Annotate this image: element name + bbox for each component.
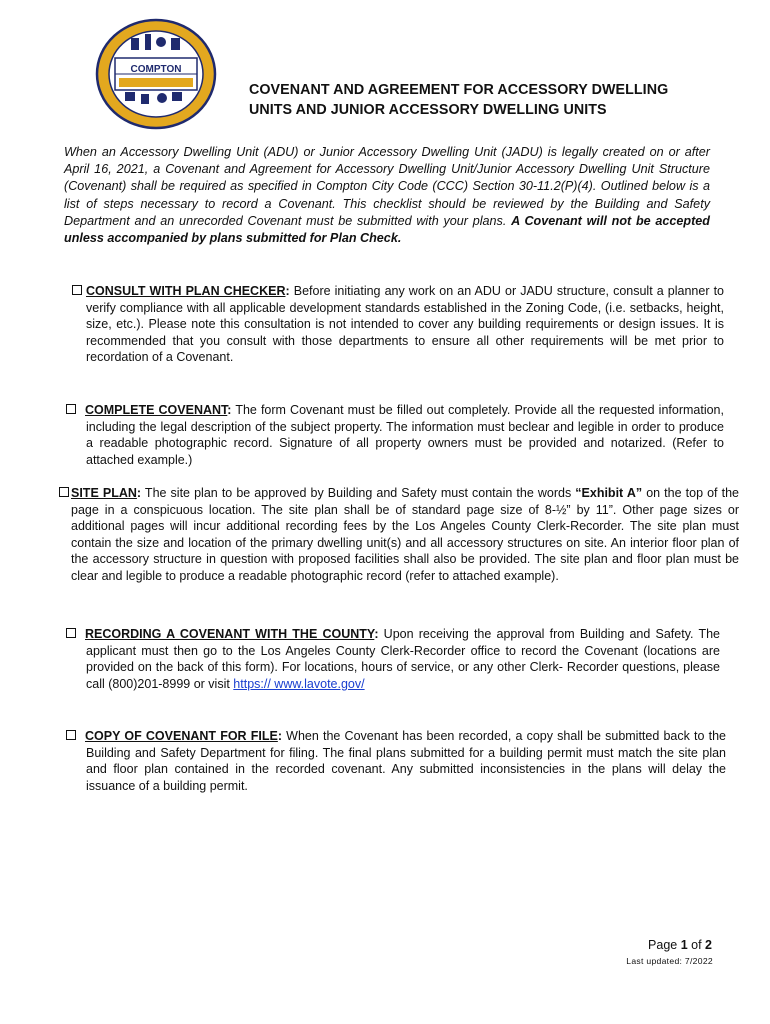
page-label: Page [648, 938, 681, 952]
page-number [648, 938, 712, 952]
colon: : [227, 403, 232, 417]
lavote-link[interactable]: https:// www.lavote.gov/ [233, 676, 365, 691]
title-line-2: UNITS AND JUNIOR ACCESSORY DWELLING UNITS [249, 102, 607, 118]
item-text: on the top of the page in a conspicuous location. The site plan shall be of standard page size of 8-½” by 11”. Other page sizes or additional pages will incur additional recording fees by the Los Angeles County Clerk-Recorder. The site plan must contain the size and location of the primary dwelling unit(s) and all accessory structures on site. An interior floor plan of the accessory structure in question with proposed facilities shall also be provided. The site plan and floor plan must be clear and legible to produce a readable photographic record (refer to attached example). [71, 486, 739, 583]
colon: : [277, 729, 283, 743]
checklist-item-complete [66, 402, 724, 468]
item-text: Upon receiving the approval from Building and Safety. The applicant must then go to the Los Angeles County Clerk-Recorder office to record the Covenant (locations are provided on the back of this form). For locations, hours of service, or any other Clerk- Recorder questions, please call (800)201-8999 or visit [86, 627, 720, 691]
colon: : [136, 486, 142, 500]
item-heading: COMPLETE COVENANT [85, 403, 228, 417]
item-heading: COPY OF COVENANT FOR FILE [85, 729, 278, 743]
item-text: The form Covenant must be filled out completely. Provide all the requested information, including the legal description of the subject property. The information must beclear and legible in order to produce a readable photographic record. Signature of all property owners must be provided and notarized. (Refer to attached example.) [86, 403, 724, 467]
checklist-item-copy [66, 728, 726, 794]
svg-text:COMPTON: COMPTON [130, 64, 182, 75]
checkbox-site-plan[interactable] [59, 487, 69, 497]
exhibit-a-text: “Exhibit A” [575, 486, 643, 500]
item-heading: RECORDING A COVENANT WITH THE COUNTY [85, 627, 375, 641]
item-heading: CONSULT WITH PLAN CHECKER [86, 284, 286, 298]
item-text: The site plan to be approved by Building and Safety must contain the words [141, 486, 576, 500]
checkbox-consult[interactable] [72, 285, 82, 295]
page-title [249, 80, 729, 120]
page-num: 1 [680, 938, 688, 952]
item-heading: SITE PLAN [71, 486, 137, 500]
intro-text: When an Accessory Dwelling Unit (ADU) or Junior Accessory Dwelling Unit (JADU) is legally created on or after April 16, 2021, a Covenant and Agreement for Accessory Dwelling Unit/Junior Accessory Dwelling Unit Structure (Covenant) shall be required as specified in Compton City Code (CCC) Section 30-11.2(P)(4). Outlined below is a list of steps necessary to record a Covenant. This checklist should be reviewed by the Building and Safety Department and an unrecorded Covenant must be submitted with your plans. [64, 145, 710, 228]
checklist-item-recording [66, 626, 720, 692]
page-total: 2 [705, 938, 712, 952]
title-line-1: COVENANT AND AGREEMENT FOR ACCESSORY DWELLING [249, 82, 669, 98]
intro-paragraph [64, 144, 710, 247]
page-of: of [687, 938, 706, 952]
compton-city-seal [95, 18, 217, 130]
intro-bold-text: A Covenant will not be accepted unless accompanied by plans submitted for Plan Check. [64, 213, 710, 246]
checkbox-recording[interactable] [66, 628, 76, 638]
checkbox-copy[interactable] [66, 730, 76, 740]
last-updated: Last updated: 7/2022 [626, 956, 713, 966]
colon: : [374, 627, 379, 641]
checklist-item-consult [72, 283, 724, 366]
checkbox-complete[interactable] [66, 404, 76, 414]
item-text: When the Covenant has been recorded, a copy shall be submitted back to the Building and Safety Department for filing. The final plans submitted for a building permit must match the site plan and floor plan contained in the recorded covenant. Any submitted inconsistencies in the plans will delay the issuance of a building permit. [86, 729, 727, 793]
item-text: Before initiating any work on an ADU or JADU structure, consult a planner to verify compliance with all applicable development standards established in the Zoning Code, (i.e. setbacks, height, size, etc.). Please note this consultation is not intended to cover any building requirements or design issues. It is recommended that you consult with those departments to ensure all other requirements will be met prior to recordation of a Covenant. [86, 284, 724, 365]
colon: : [285, 284, 290, 298]
checklist-item-site-plan [59, 485, 739, 585]
